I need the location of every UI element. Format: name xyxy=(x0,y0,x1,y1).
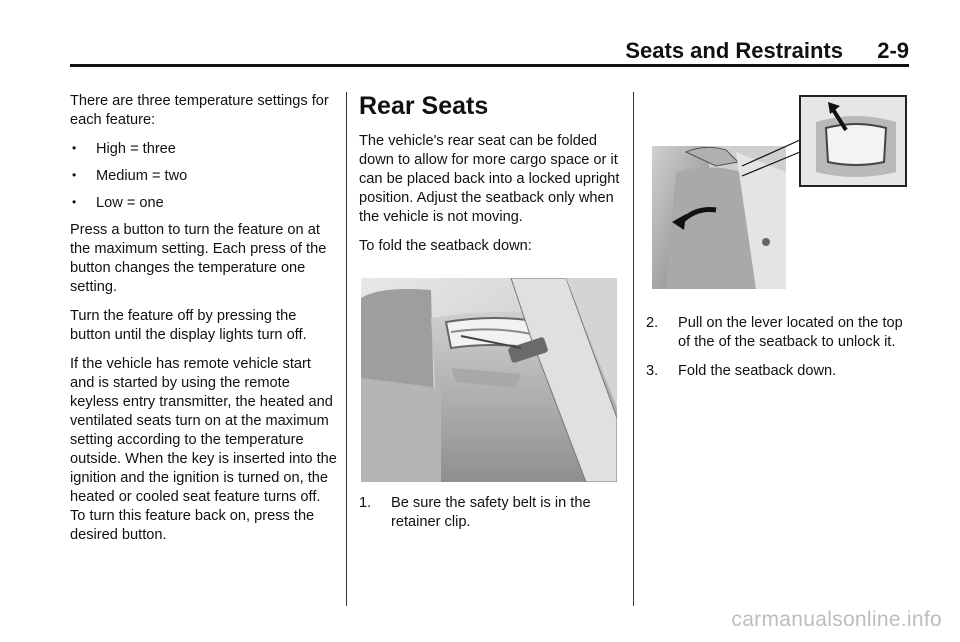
watermark: carmanualsonline.info xyxy=(731,608,942,631)
list-item: • Medium = two xyxy=(72,168,188,184)
paragraph: If the vehicle has remote vehicle start and is started by using the remote keyless entry transmitter, the heated and ventilated seats turn on at the maximum setting according to the temperature outside. When the key is inserted into the ignition and the ignition is turned on, the heated or cooled seat feature turns off. To turn this feature back on, press the desired button. xyxy=(70,356,337,543)
column-middle xyxy=(359,92,621,542)
paragraph: Turn the feature off by pressing the button until the display lights turn off. xyxy=(70,308,307,343)
column-left xyxy=(70,92,338,555)
bullet-icon: • xyxy=(72,168,77,182)
paragraph: To fold the seatback down: xyxy=(359,238,532,254)
column-divider xyxy=(346,92,347,606)
list-item: • Low = one xyxy=(72,195,164,211)
page-number: 2-9 xyxy=(877,38,909,63)
list-item: • High = three xyxy=(72,141,176,157)
section-heading: Rear Seats xyxy=(359,92,489,120)
seatbelt-retainer-illustration xyxy=(361,278,617,482)
step-2: 2. Pull on the lever located on the top of the of the seatback to unlock it. xyxy=(646,315,903,350)
column-right xyxy=(646,92,910,391)
step-1: 1. Be sure the safety belt is in the retainer clip. xyxy=(359,495,591,530)
section-title: Seats and Restraints xyxy=(625,38,843,63)
page-header xyxy=(70,38,909,67)
column-divider xyxy=(633,92,634,606)
paragraph: Press a button to turn the feature on at the maximum setting. Each press of the button changes the temperature one setting. xyxy=(70,222,327,295)
bullet-icon: • xyxy=(72,195,77,209)
intro-paragraph: There are three temperature settings for each feature: xyxy=(70,93,329,128)
bullet-icon: • xyxy=(72,141,77,155)
paragraph: The vehicle's rear seat can be folded down to allow for more cargo space or it can be placed back into a locked upright position. Adjust the seatback only when the vehicle is not moving. xyxy=(359,133,620,225)
step-3: 3. Fold the seatback down. xyxy=(646,363,837,379)
seatback-release-lever-illustration xyxy=(646,92,910,292)
